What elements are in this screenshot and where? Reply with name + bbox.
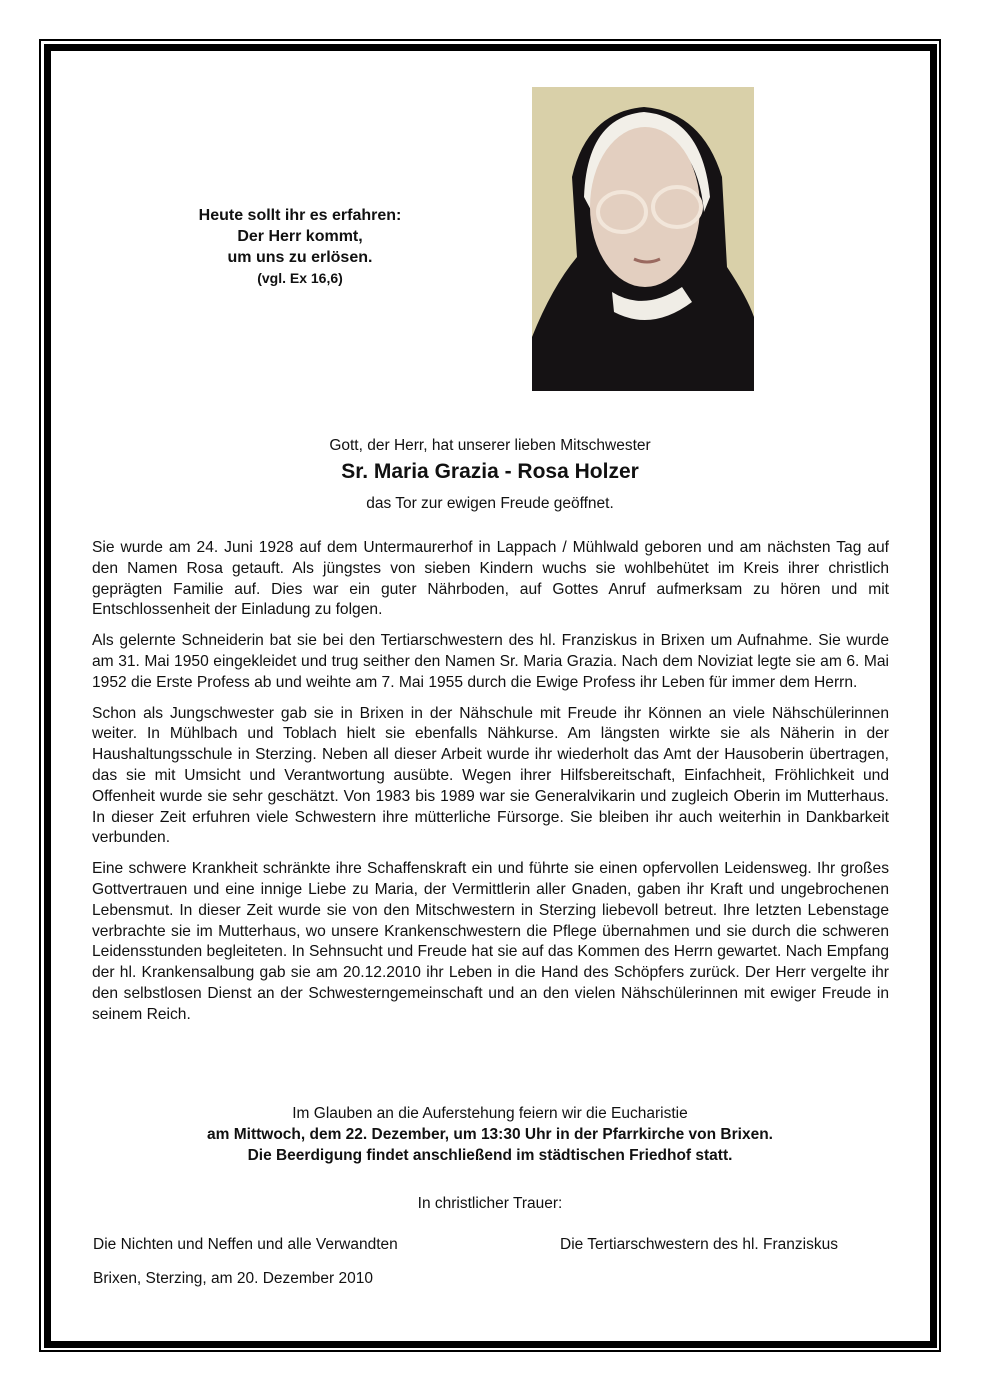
mourning-line: In christlicher Trauer: (417, 1195, 563, 1212)
biography-paragraph: Sie wurde am 24. Juni 1928 auf dem Untermaurerhof in Lappach / Mühlwald geboren und am nächsten Tag auf den Namen Rosa getauft. Als jüngstes von sieben Kindern wuchs sie wohlbehütet im Kreis ihrer christlich geprägten Familie auf. Dies war ein guter Nährboden, auf Gottes Anruf aufmerksam zu hören und mit Entschlossenheit der Einladung zu folgen. (92, 539, 889, 619)
signature-family: Die Nichten und Neffen und alle Verwandten (93, 1236, 398, 1253)
announcement-intro: Gott, der Herr, hat unserer lieben Mitschwester (329, 437, 651, 454)
quote-line: Heute sollt ihr es erfahren: (198, 207, 402, 224)
biography-paragraph: Eine schwere Krankheit schränkte ihre Schaffenskraft ein und führte sie einen opfervollen Leidensweg. Ihr großes Gottvertrauen und eine innige Liebe zu Maria, der Vermittlerin aller Gnaden, gaben ihr Kraft und ungebrochenen Lebensmut. In dieser Zeit wurde sie von den Mitschwestern in Sterzing liebevoll betreut. Ihre letzten Lebenstage verbrachte sie im Mutterhaus, wo unsere Krankenschwestern die Pflege übernahmen und sie durch die schweren Leidensstunden begleiteten. In Sehnsucht und Freude hat sie auf das Kommen des Herrn gewartet. Nach Empfang der hl. Krankensalbung gab sie am 20.12.2010 ihr Leben in die Hand des Schöpfers zurück. Der Herr vergelte ihr den selbstlosen Dienst an der Schwesterngemeinschaft und an den vielen Nähschülerinnen mit ewiger Freude in seinem Reich. (92, 860, 889, 1023)
biography-paragraph: Als gelernte Schneiderin bat sie bei den Tertiarschwestern des hl. Franziskus in Brixen um Aufnahme. Sie wurde am 31. Mai 1950 eingekleidet und trug seither den Namen Sr. Maria Grazia. Nach dem Noviziat legte sie am 6. Mai 1952 die Erste Profess ab und weihte am 7. Mai 1955 durch die Ewige Profess ihr Leben für immer dem Herrn. (92, 632, 889, 691)
funeral-line-1: Im Glauben an die Auferstehung feiern wir die Eucharistie (292, 1105, 688, 1122)
biography (92, 538, 889, 1036)
quote-line: um uns zu erlösen. (227, 249, 373, 266)
funeral-line-3: Die Beerdigung findet anschließend im städtischen Friedhof statt. (247, 1147, 733, 1164)
quote-reference: (vgl. Ex 16,6) (257, 270, 343, 286)
biography-paragraph: Schon als Jungschwester gab sie in Brixen in der Nähschule mit Freude ihr Können an viele Nähschülerinnen weiter. In Mühlbach und Toblach hielt sie ebenfalls Nähkurse. Am längsten wirkte sie als Näherin in der Haushaltungsschule in Sterzing. Neben all dieser Arbeit wurde ihr wiederholt das Amt der Hausoberin übertragen, das sie mit Umsicht und Verantwortung ausübte. Wegen ihrer Hilfsbereitschaft, Einfachheit, Fröhlichkeit und Offenheit wurde sie sehr geschätzt. Von 1983 bis 1989 war sie Generalvikarin und zugleich Oberin im Mutterhaus. In dieser Zeit erfuhren viele Schwestern ihre mütterliche Fürsorge. Sie bleiben ihr auch weiterhin in Dankbarkeit verbunden. (92, 704, 889, 847)
bible-quote (140, 205, 460, 289)
nun-portrait-image (532, 87, 754, 391)
announcement-subline: das Tor zur ewigen Freude geöffnet. (366, 495, 614, 512)
place-and-date: Brixen, Sterzing, am 20. Dezember 2010 (93, 1270, 373, 1287)
quote-line: Der Herr kommt, (237, 228, 363, 245)
deceased-name: Sr. Maria Grazia - Rosa Holzer (341, 460, 639, 483)
funeral-line-2: am Mittwoch, dem 22. Dezember, um 13:30 Uhr in der Pfarrkirche von Brixen. (207, 1126, 773, 1143)
portrait-photo (532, 87, 754, 391)
signature-order: Die Tertiarschwestern des hl. Franziskus (560, 1236, 838, 1253)
